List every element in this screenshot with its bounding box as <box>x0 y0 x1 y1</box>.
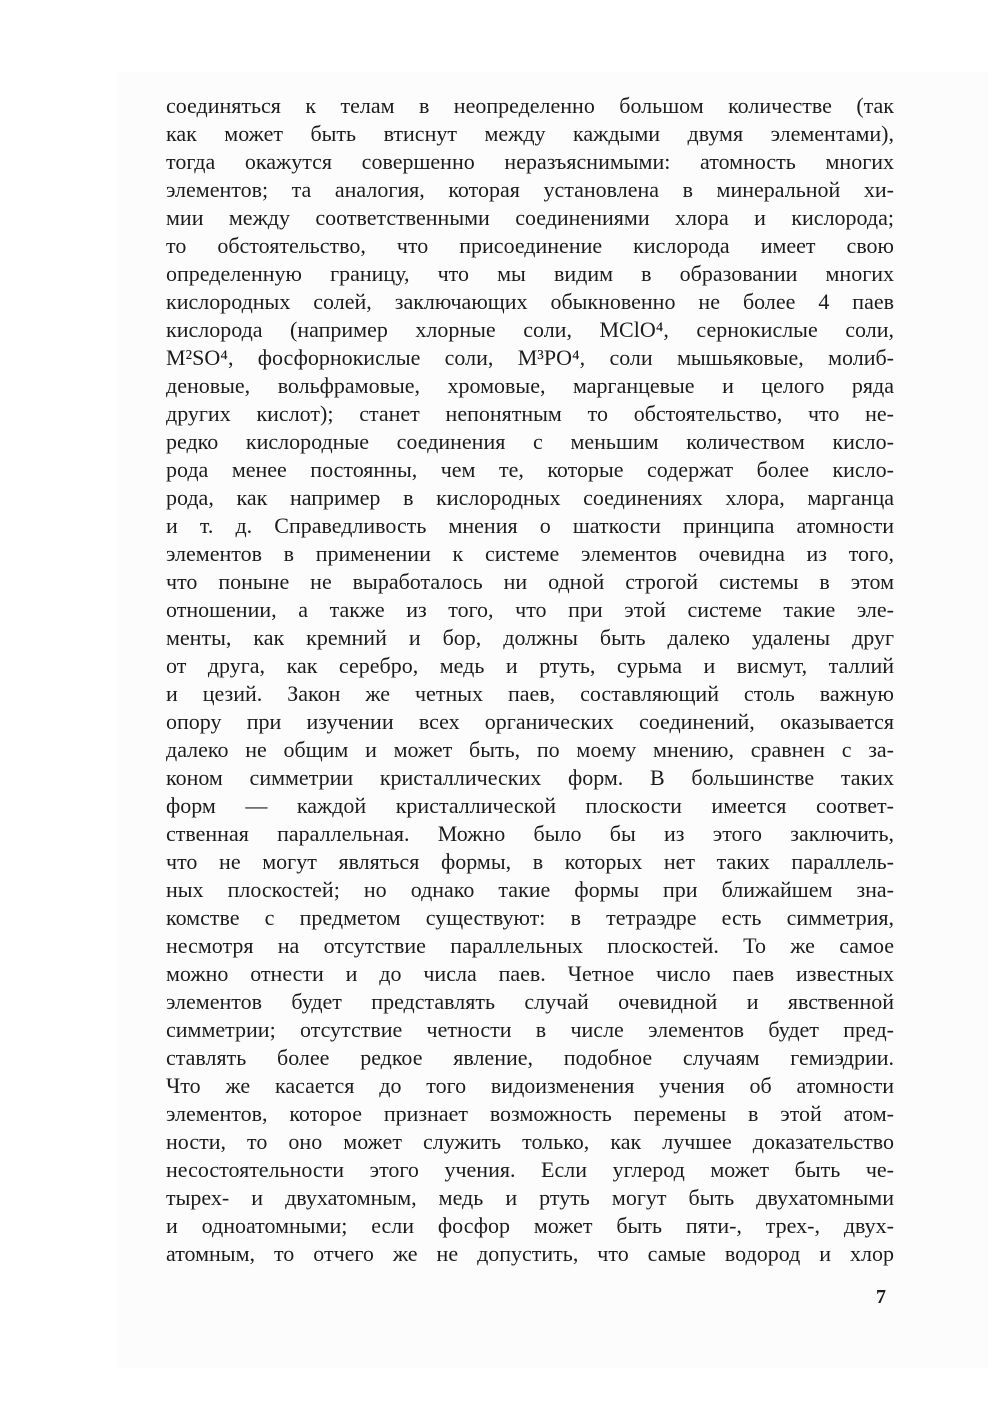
page-number: 7 <box>876 1286 886 1308</box>
text-line: комстве с предметом существуют: в тетраэдре есть симметрия, <box>166 905 894 930</box>
text-line: и одноатомными; если фосфор может быть пяти-, трех-, двух- <box>166 1213 894 1238</box>
text-line: ставлять более редкое явление, подобное случаям гемиэдрии. <box>166 1045 894 1070</box>
text-line: ных плоскостей; но однако такие формы при ближайшем зна- <box>166 877 894 902</box>
text-line: тогда окажутся совершенно неразъяснимыми: атомность многих <box>166 149 894 174</box>
text-line: как может быть втиснут между каждыми двумя элементами), <box>166 121 894 146</box>
text-line: от друга, как серебро, медь и ртуть, сурьма и висмут, таллий <box>166 653 894 678</box>
text-line: симметрии; отсутствие четности в числе элементов будет пред- <box>166 1017 894 1042</box>
text-line: элементов будет представлять случай очевидной и явственной <box>166 989 894 1014</box>
text-line: коном симметрии кристаллических форм. В большинстве таких <box>166 765 894 790</box>
text-line: и цезий. Закон же четных паев, составляющий столь важную <box>166 681 894 706</box>
text-line: других кислот); станет непонятным то обстоятельство, что не- <box>166 401 894 426</box>
text-line: несостоятельности этого учения. Если углерод может быть че- <box>166 1157 894 1182</box>
text-line: форм — каждой кристаллической плоскости имеется соответ- <box>166 793 894 818</box>
text-line: и т. д. Справедливость мнения о шаткости принципа атомности <box>166 513 894 538</box>
text-line: рода менее постоянны, чем те, которые содержат более кисло- <box>166 457 894 482</box>
text-line: ственная параллельная. Можно было бы из этого заключить, <box>166 821 894 846</box>
text-line: менты, как кремний и бор, должны быть далеко удалены друг <box>166 625 894 650</box>
text-line: Что же касается до того видоизменения учения об атомности <box>166 1073 894 1098</box>
text-line: M²SO⁴, фосфорнокислые соли, M³PO⁴, соли мышьяковые, молиб- <box>166 345 894 370</box>
text-line: элементов в применении к системе элементов очевидна из того, <box>166 541 894 566</box>
text-line: ности, то оно может служить только, как лучшее доказательство <box>166 1129 894 1154</box>
text-line: кислородных солей, заключающих обыкновенно не более 4 паев <box>166 289 894 314</box>
text-line: элементов, которое признает возможность перемены в этой атом- <box>166 1101 894 1126</box>
text-line: рода, как например в кислородных соединениях хлора, марганца <box>166 485 894 510</box>
text-line: соединяться к телам в неопределенно большом количестве (так <box>166 93 894 118</box>
text-line: то обстоятельство, что присоединение кислорода имеет свою <box>166 233 894 258</box>
text-line: можно отнести и до числа паев. Четное число паев известных <box>166 961 894 986</box>
text-line: что не могут являться формы, в которых нет таких параллель- <box>166 849 894 874</box>
text-line: отношении, а также из того, что при этой системе такие эле- <box>166 597 894 622</box>
text-line: тырех- и двухатомным, медь и ртуть могут быть двухатомными <box>166 1185 894 1210</box>
text-line: определенную границу, что мы видим в образовании многих <box>166 261 894 286</box>
text-line: деновые, вольфрамовые, хромовые, марганцевые и целого ряда <box>166 373 894 398</box>
text-line: редко кислородные соединения с меньшим количеством кисло- <box>166 429 894 454</box>
text-line: мии между соответственными соединениями хлора и кислорода; <box>166 205 894 230</box>
text-line: далеко не общим и может быть, по моему мнению, сравнен с за- <box>166 737 894 762</box>
text-line: элементов; та аналогия, которая установлена в минеральной хи- <box>166 177 894 202</box>
text-line: кислорода (например хлорные соли, MClO⁴, сернокислые соли, <box>166 317 894 342</box>
text-line: атомным, то отчего же не допустить, что самые водород и хлор <box>166 1241 894 1266</box>
text-line: что поныне не выработалось ни одной строгой системы в этом <box>166 569 894 594</box>
body-text <box>166 92 894 1268</box>
text-line: несмотря на отсутствие параллельных плоскостей. То же самое <box>166 933 894 958</box>
text-line: опору при изучении всех органических соединений, оказывается <box>166 709 894 734</box>
